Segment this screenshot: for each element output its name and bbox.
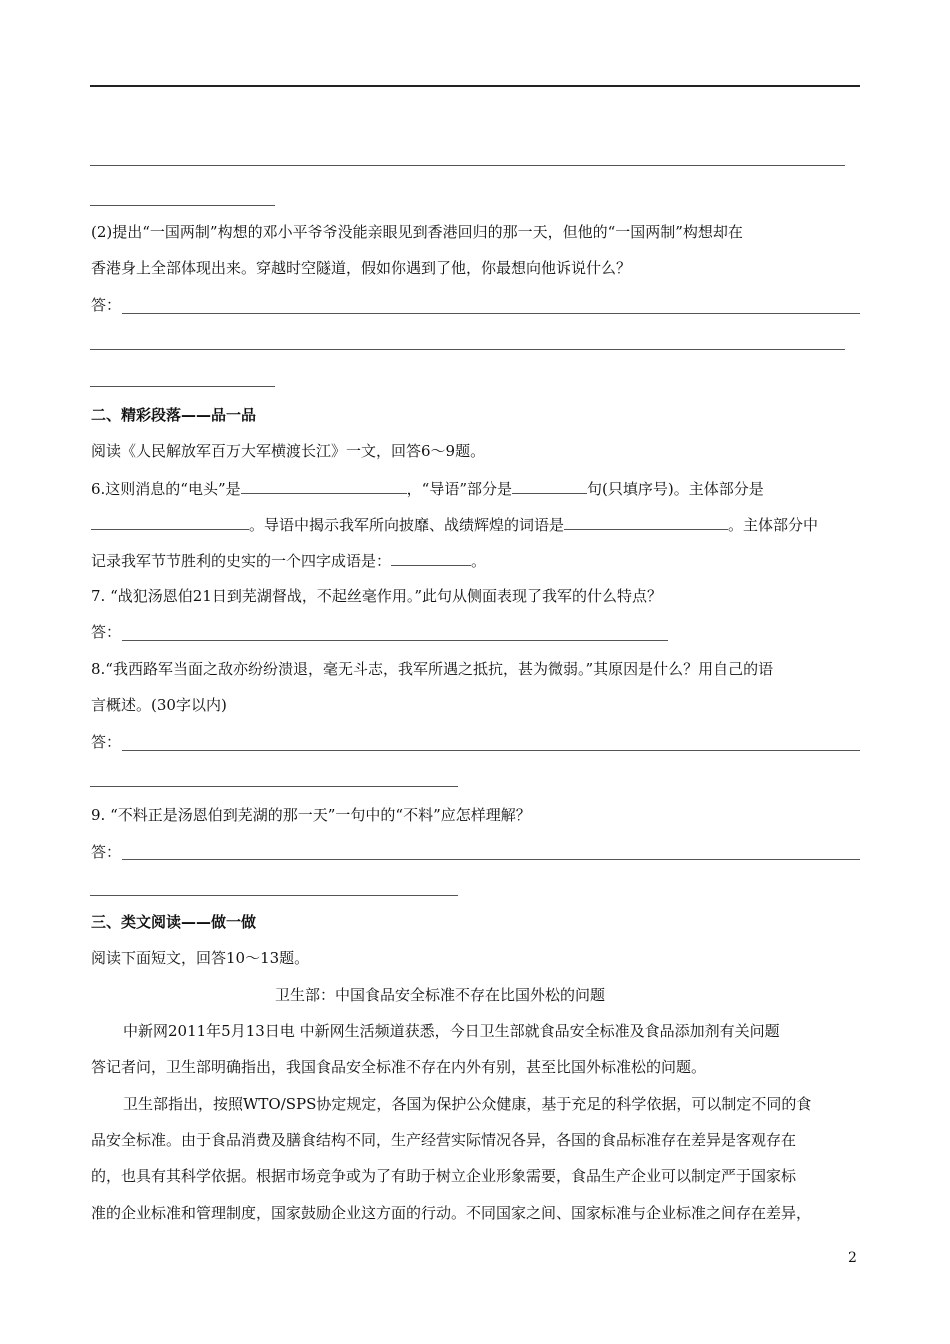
section-3-heading: 三、类文阅读——做一做: [91, 913, 257, 931]
answer-line[interactable]: [90, 205, 275, 206]
q6-text: 。主体部分中: [728, 516, 819, 534]
q6-text: 。: [471, 552, 487, 570]
q6-text: ，“导语”部分是: [406, 480, 512, 498]
answer-line[interactable]: [122, 859, 860, 860]
answer-line[interactable]: [122, 313, 860, 314]
question-8-line1: 8.“我西路军当面之敌亦纷纷溃退，毫无斗志，我军所遇之抵抗，甚为微弱。”其原因是什么？用自己的语: [91, 660, 774, 678]
article-paragraph-2-line3: 的，也具有其科学依据。根据市场竞争或为了有助于树立企业形象需要，食品生产企业可以制定严于国家标: [91, 1167, 797, 1185]
q6-text: 6.这则消息的“电头”是: [91, 480, 241, 498]
question-5-2-line2: 香港身上全部体现出来。穿越时空隧道，假如你遇到了他，你最想向他诉说什么？: [91, 259, 632, 277]
article-paragraph-1-line1: 中新网2011年5月13日电 中新网生活频道获悉，今日卫生部就食品安全标准及食品添加剂有关问题: [123, 1022, 780, 1040]
answer-line[interactable]: [90, 786, 458, 787]
q6-text: 。导语中揭示我军所向披靡、战绩辉煌的词语是: [249, 516, 565, 534]
question-7: 7. “战犯汤恩伯21日到芜湖督战，不起丝毫作用。”此句从侧面表现了我军的什么特点？: [91, 587, 663, 605]
article-paragraph-1-line2: 答记者问，卫生部明确指出，我国食品安全标准不存在内外有别，甚至比国外标准松的问题。: [91, 1058, 707, 1076]
article-paragraph-2-line1: 卫生部指出，按照WTO/SPS协定规定，各国为保护公众健康，基于充足的科学依据，可以制定不同的食: [123, 1095, 812, 1113]
question-6-line2: [91, 513, 818, 535]
question-8-line2: 言概述。(30字以内): [91, 696, 227, 714]
question-6-line3: [91, 549, 486, 571]
answer-label: 答：: [91, 733, 122, 751]
dianto-blank[interactable]: [241, 477, 407, 494]
answer-line[interactable]: [90, 895, 458, 896]
answer-line[interactable]: [90, 349, 845, 350]
answer-line[interactable]: [122, 750, 860, 751]
page-number: 2: [848, 1250, 857, 1266]
article-paragraph-2-line2: 品安全标准。由于食品消费及膳食结构不同，生产经营实际情况各异，各国的食品标准存在差异是客观存在: [91, 1131, 797, 1149]
question-9: 9. “不料正是汤恩伯到芜湖的那一天”一句中的“不料”应怎样理解？: [91, 806, 531, 824]
daoyu-blank[interactable]: [512, 477, 587, 494]
answer-label: 答：: [91, 296, 122, 314]
question-6-line1: [91, 477, 764, 499]
answer-label: 答：: [91, 843, 122, 861]
answer-label: 答：: [91, 623, 122, 641]
answer-line[interactable]: [90, 386, 275, 387]
section-3-intro: 阅读下面短文，回答10～13题。: [91, 949, 310, 967]
section-2-heading: 二、精彩段落——品一品: [91, 406, 257, 424]
article-paragraph-2-line4: 准的企业标准和管理制度，国家鼓励企业这方面的行动。不同国家之间、国家标准与企业标准之间存在差异，: [91, 1204, 812, 1222]
idiom-blank[interactable]: [391, 549, 471, 566]
answer-line[interactable]: [122, 640, 668, 641]
main-body-blank[interactable]: [91, 513, 249, 530]
q6-text: 记录我军节节胜利的史实的一个四字成语是：: [91, 552, 392, 570]
section-2-intro: 阅读《人民解放军百万大军横渡长江》一文，回答6～9题。: [91, 442, 486, 460]
article-title: 卫生部：中国食品安全标准不存在比国外松的问题: [275, 986, 606, 1004]
q6-text: 句(只填序号)。主体部分是: [587, 480, 764, 498]
question-5-2-line1: (2)提出“一国两制”构想的邓小平爷爷没能亲眼见到香港回归的那一天，但他的“一国两制”构想却在: [91, 223, 743, 241]
answer-line[interactable]: [90, 165, 845, 166]
keyword-blank[interactable]: [564, 513, 728, 530]
top-rule: [90, 85, 860, 87]
